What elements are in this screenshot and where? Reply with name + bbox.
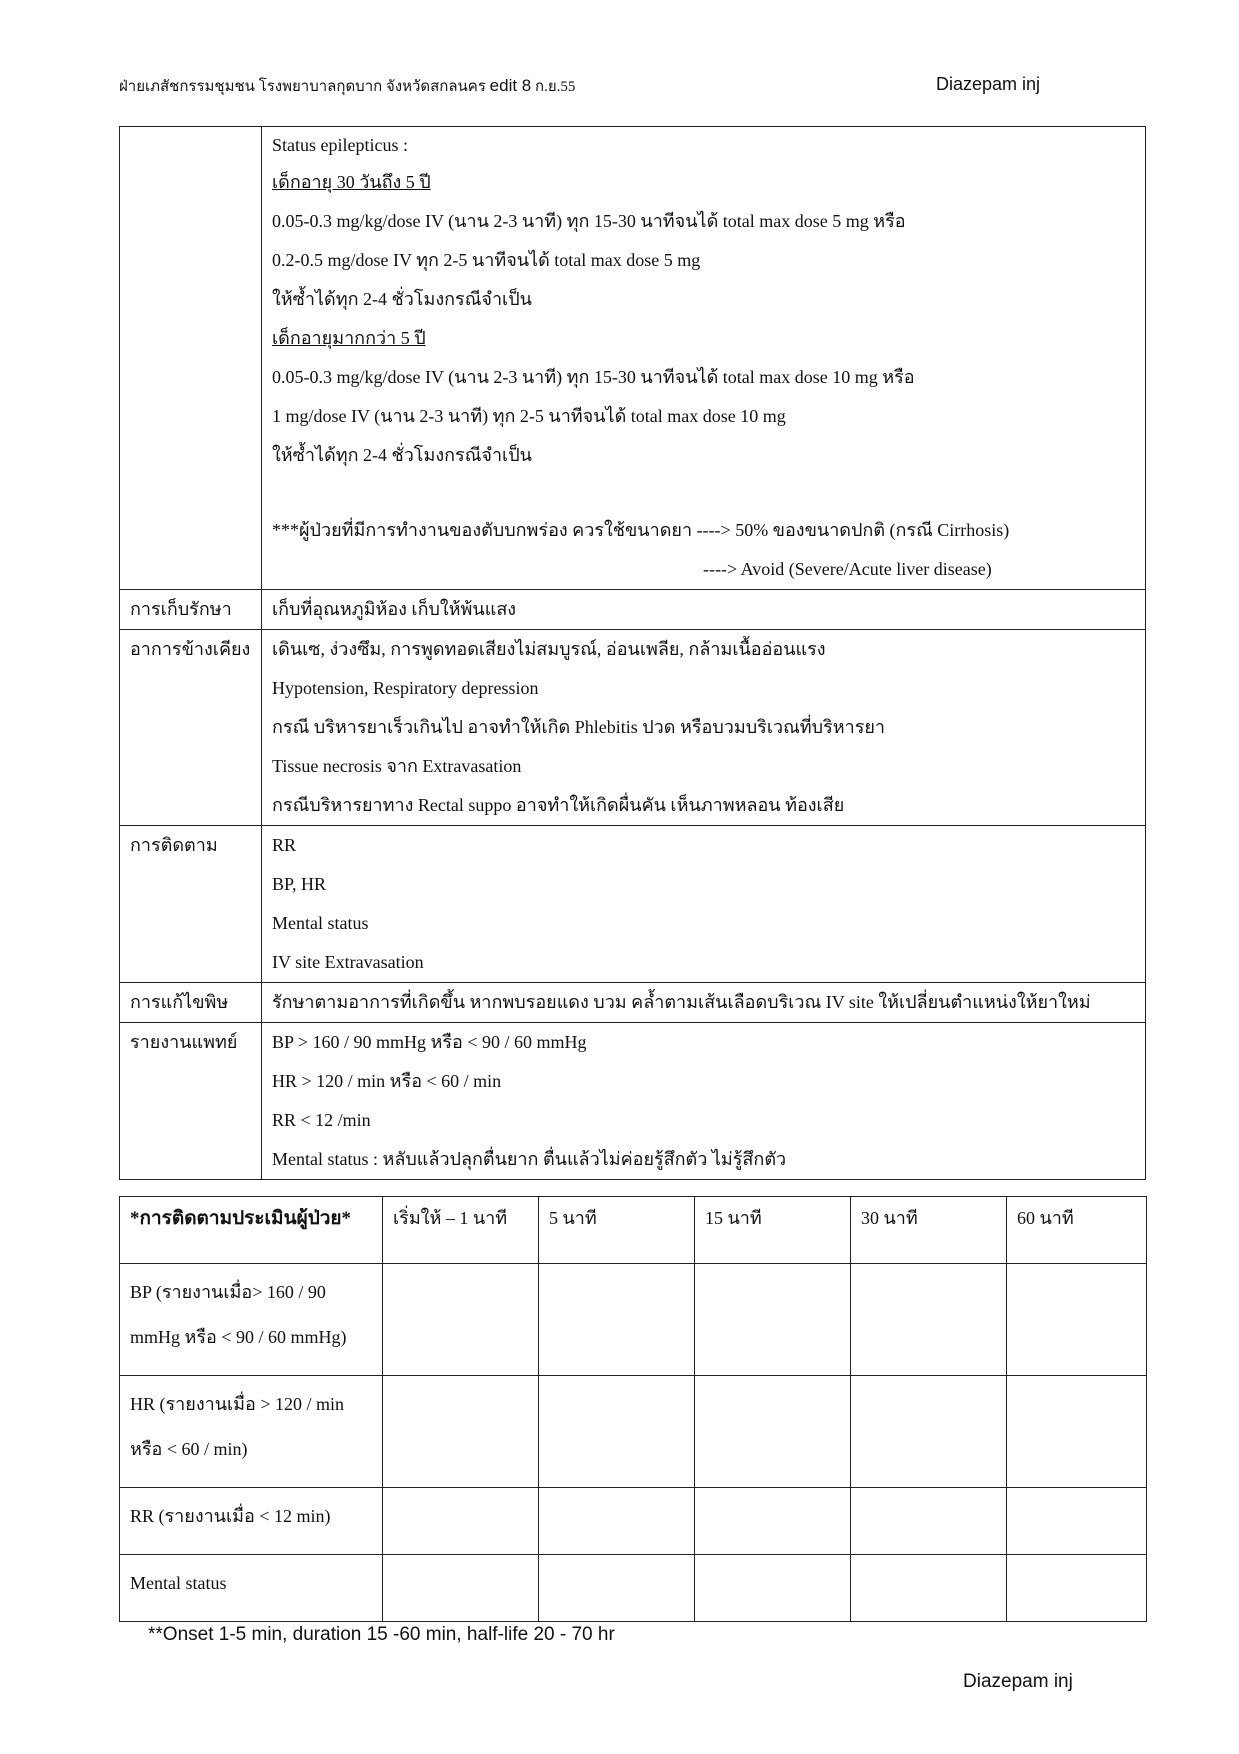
assessment-entry-cell[interactable] [695,1264,851,1376]
antidote-label-cell [120,983,262,1023]
side-effect-line: เดินเซ, ง่วงซึม, การพูดทอดเสียงไม่สมบูรณ์, อ่อนเพลีย, กล้ามเนื้ออ่อนแรง [272,639,826,659]
assessment-entry-cell[interactable] [539,1488,695,1555]
storage-row [120,590,1146,630]
assessment-entry-cell[interactable] [539,1376,695,1488]
monitoring-label: การติดตาม [130,835,218,855]
assessment-title: *การติดตามประเมินผู้ป่วย* [120,1197,383,1264]
header-date: ก.ย.55 [535,79,576,95]
antidote-row [120,983,1146,1023]
assessment-table [119,1196,1147,1622]
assessment-entry-cell[interactable] [539,1555,695,1622]
report-row [120,1023,1146,1180]
antidote-text: รักษาตามอาการที่เกิดขึ้น หากพบรอยแดง บวม คล้ำตามเส้นเลือดบริเวณ IV site ให้เปลี่ยนตำแหน่งให้ยาใหม่ [272,992,1091,1012]
assessment-row-label [120,1264,383,1376]
assessment-row-label [120,1555,383,1622]
footer-drug-name: Diazepam inj [963,1671,1073,1692]
side-effects-label: อาการข้างเคียง [130,639,251,659]
assessment-entry-cell[interactable] [695,1376,851,1488]
storage-text: เก็บที่อุณหภูมิห้อง เก็บให้พ้นแสง [272,599,517,619]
assessment-col-header: 60 นาที [1007,1197,1147,1264]
side-effect-line: กรณีบริหารยาทาง Rectal suppo อาจทำให้เกิดผื่นคัน เห็นภาพหลอน ท้องเสีย [272,795,845,815]
dosing-subheading: เด็กอายุมากกว่า 5 ปี [272,328,426,348]
report-label-cell [120,1023,262,1180]
assessment-header-row [120,1197,1147,1264]
header-drug-name: Diazepam inj [936,74,1041,94]
assessment-entry-cell[interactable] [1007,1376,1147,1488]
side-effect-line: Tissue necrosis จาก Extravasation [272,756,522,776]
monitoring-line: BP, HR [272,874,327,894]
assessment-entry-cell[interactable] [383,1555,539,1622]
assessment-row-label-line: RR (รายงานเมื่อ < 12 min) [130,1506,331,1526]
report-label: รายงานแพทย์ [130,1032,238,1052]
assessment-row-rr [120,1488,1147,1555]
header-org [119,74,575,98]
assessment-entry-cell[interactable] [1007,1264,1147,1376]
monitoring-cell [262,826,1146,983]
storage-label: การเก็บรักษา [130,599,232,619]
assessment-row-label-line: หรือ < 60 / min) [130,1439,248,1459]
header-org-text: ฝ่ายเภสัชกรรมชุมชน โรงพยาบาลกุดบาก จังหวัดสกลนคร [119,79,486,95]
report-line: RR < 12 /min [272,1110,371,1130]
dosing-line: 0.05-0.3 mg/kg/dose IV (นาน 2-3 นาที) ทุก 15-30 นาทีจนได้ total max dose 10 mg หรือ [272,367,915,387]
monitoring-line: Mental status [272,913,369,933]
dosing-line: 0.05-0.3 mg/kg/dose IV (นาน 2-3 นาที) ทุก 15-30 นาทีจนได้ total max dose 5 mg หรือ [272,211,906,231]
assessment-row-label-line: mmHg หรือ < 90 / 60 mmHg) [130,1327,347,1347]
assessment-entry-cell[interactable] [851,1376,1007,1488]
dosing-liver-note: ***ผู้ป่วยที่มีการทำงานของตับบกพร่อง ควรใช้ขนาดยา ----> 50% ของขนาดปกติ (กรณี Cirrhosis) [272,520,1010,540]
dosing-subheading: เด็กอายุ 30 วันถึง 5 ปี [272,172,431,192]
dosing-cell [262,127,1146,590]
assessment-entry-cell[interactable] [539,1264,695,1376]
dosing-spacer [272,475,1135,511]
dosing-line: 1 mg/dose IV (นาน 2-3 นาที) ทุก 2-5 นาทีจนได้ total max dose 10 mg [272,406,786,426]
side-effects-cell [262,630,1146,826]
assessment-entry-cell[interactable] [851,1488,1007,1555]
dosing-liver-note-2: ----> Avoid (Severe/Acute liver disease) [703,559,992,579]
assessment-row-label-line: BP (รายงานเมื่อ> 160 / 90 [130,1282,326,1302]
assessment-row-label-line: HR (รายงานเมื่อ > 120 / min [130,1394,345,1414]
side-effects-label-cell [120,630,262,826]
assessment-entry-cell[interactable] [695,1555,851,1622]
dosing-row [120,127,1146,590]
assessment-col-header: 15 นาที [695,1197,851,1264]
storage-label-cell [120,590,262,630]
dosing-line: ให้ซ้ำได้ทุก 2-4 ชั่วโมงกรณีจำเป็น [272,289,532,309]
dosing-label-cell [120,127,262,590]
header-edit: edit 8 [489,76,532,95]
dosing-line: ให้ซ้ำได้ทุก 2-4 ชั่วโมงกรณีจำเป็น [272,445,532,465]
antidote-label: การแก้ไขพิษ [130,992,229,1012]
report-cell [262,1023,1146,1180]
assessment-row-label [120,1376,383,1488]
dosing-line: 0.2-0.5 mg/dose IV ทุก 2-5 นาทีจนได้ total max dose 5 mg [272,250,701,270]
storage-cell [262,590,1146,630]
assessment-entry-cell[interactable] [695,1488,851,1555]
assessment-entry-cell[interactable] [383,1264,539,1376]
assessment-col-header: 30 นาที [851,1197,1007,1264]
assessment-row-hr [120,1376,1147,1488]
monitoring-row [120,826,1146,983]
antidote-cell [262,983,1146,1023]
assessment-row-bp [120,1264,1147,1376]
monitoring-label-cell [120,826,262,983]
side-effect-line: กรณี บริหารยาเร็วเกินไป อาจทำให้เกิด Phlebitis ปวด หรือบวมบริเวณที่บริหารยา [272,717,886,737]
side-effects-row [120,630,1146,826]
assessment-entry-cell[interactable] [851,1555,1007,1622]
monitoring-line: IV site Extravasation [272,952,424,972]
report-line: HR > 120 / min หรือ < 60 / min [272,1071,502,1091]
assessment-col-header: 5 นาที [539,1197,695,1264]
pharmacokinetics-note: **Onset 1-5 min, duration 15 -60 min, half-life 20 - 70 hr [148,1624,615,1645]
assessment-entry-cell[interactable] [383,1488,539,1555]
assessment-row-label-line: Mental status [130,1573,227,1593]
assessment-entry-cell[interactable] [1007,1555,1147,1622]
report-line: Mental status : หลับแล้วปลุกตื่นยาก ตื่นแล้วไม่ค่อยรู้สึกตัว ไม่รู้สึกตัว [272,1149,787,1169]
assessment-entry-cell[interactable] [851,1264,1007,1376]
side-effect-line: Hypotension, Respiratory depression [272,678,539,698]
dosing-line: Status epilepticus : [272,135,408,155]
assessment-row-label [120,1488,383,1555]
monitoring-line: RR [272,835,297,855]
assessment-row-mental [120,1555,1147,1622]
report-line: BP > 160 / 90 mmHg หรือ < 90 / 60 mmHg [272,1032,587,1052]
assessment-entry-cell[interactable] [1007,1488,1147,1555]
assessment-col-header: เริ่มให้ – 1 นาที [383,1197,539,1264]
drug-info-table [119,126,1146,1180]
assessment-entry-cell[interactable] [383,1376,539,1488]
